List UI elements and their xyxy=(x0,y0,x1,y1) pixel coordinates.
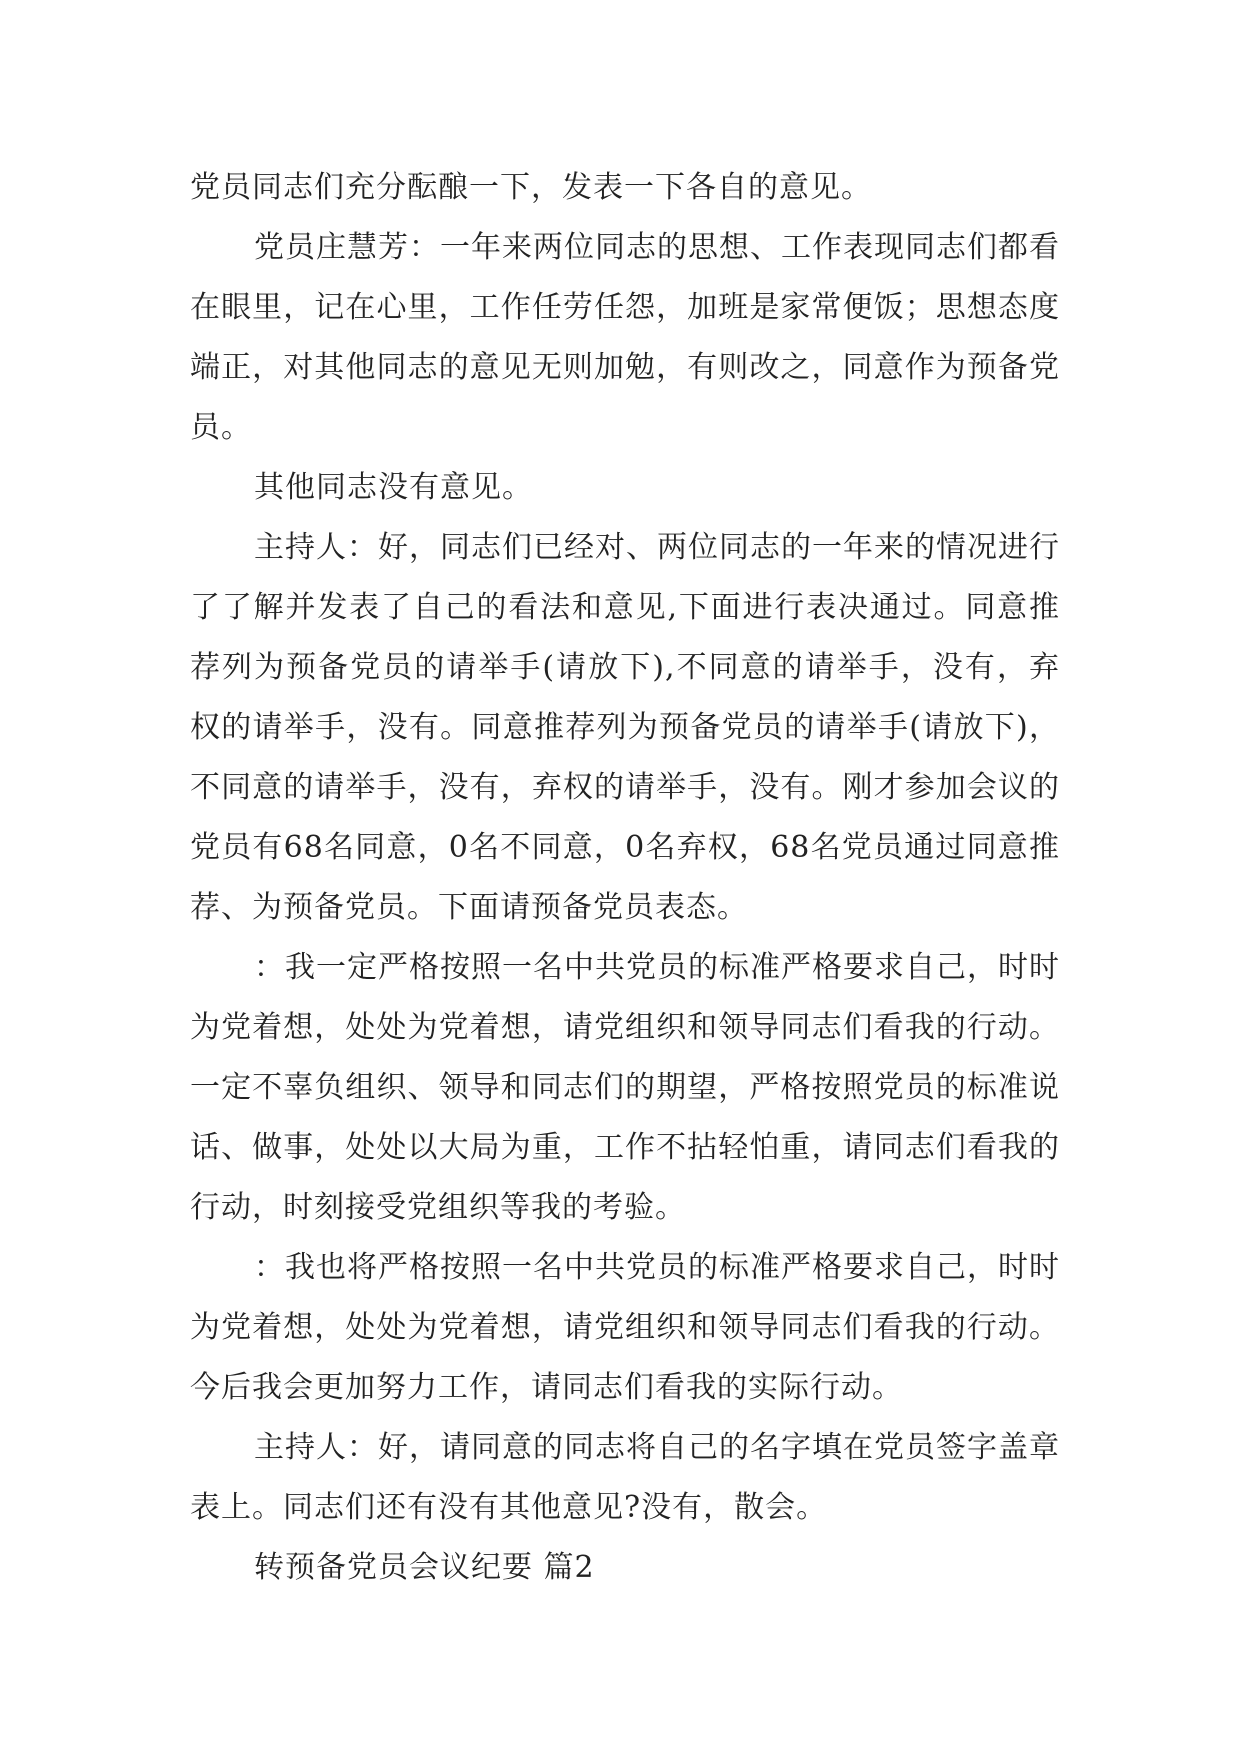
document-body xyxy=(190,158,1060,1598)
paragraph-4: 主持人：好，同志们已经对、两位同志的一年来的情况进行了了解并发表了自己的看法和意见,下面进行表决通过。同意推荐列为预备党员的请举手(请放下),不同意的请举手，没有，弃权的请举手，没有。同意推荐列为预备党员的请举手(请放下)，不同意的请举手，没有，弃权的请举手，没有。刚才参加会议的党员有68名同意，0名不同意，0名弃权，68名党员通过同意推荐、为预备党员。下面请预备党员表态。 xyxy=(190,530,1060,925)
paragraph-3: 其他同志没有意见。 xyxy=(254,470,533,505)
paragraph-2: 党员庄慧芳：一年来两位同志的思想、工作表现同志们都看在眼里，记在心里，工作任劳任怨，加班是家常便饭；思想态度端正，对其他同志的意见无则加勉，有则改之，同意作为预备党员。 xyxy=(190,230,1060,445)
section-heading: 转预备党员会议纪要 篇2 xyxy=(254,1550,595,1585)
paragraph-5: ：我一定严格按照一名中共党员的标准严格要求自己，时时为党着想，处处为党着想，请党组织和领导同志们看我的行动。一定不辜负组织、领导和同志们的期望，严格按照党员的标准说话、做事，处处以大局为重，工作不拈轻怕重，请同志们看我的行动，时刻接受党组织等我的考验。 xyxy=(190,950,1060,1225)
paragraph-7: 主持人：好，请同意的同志将自己的名字填在党员签字盖章表上。同志们还有没有其他意见?没有，散会。 xyxy=(190,1430,1060,1525)
paragraph-6: ：我也将严格按照一名中共党员的标准严格要求自己，时时为党着想，处处为党着想，请党组织和领导同志们看我的行动。今后我会更加努力工作，请同志们看我的实际行动。 xyxy=(190,1250,1060,1405)
paragraph-1: 党员同志们充分酝酿一下，发表一下各自的意见。 xyxy=(190,170,872,205)
